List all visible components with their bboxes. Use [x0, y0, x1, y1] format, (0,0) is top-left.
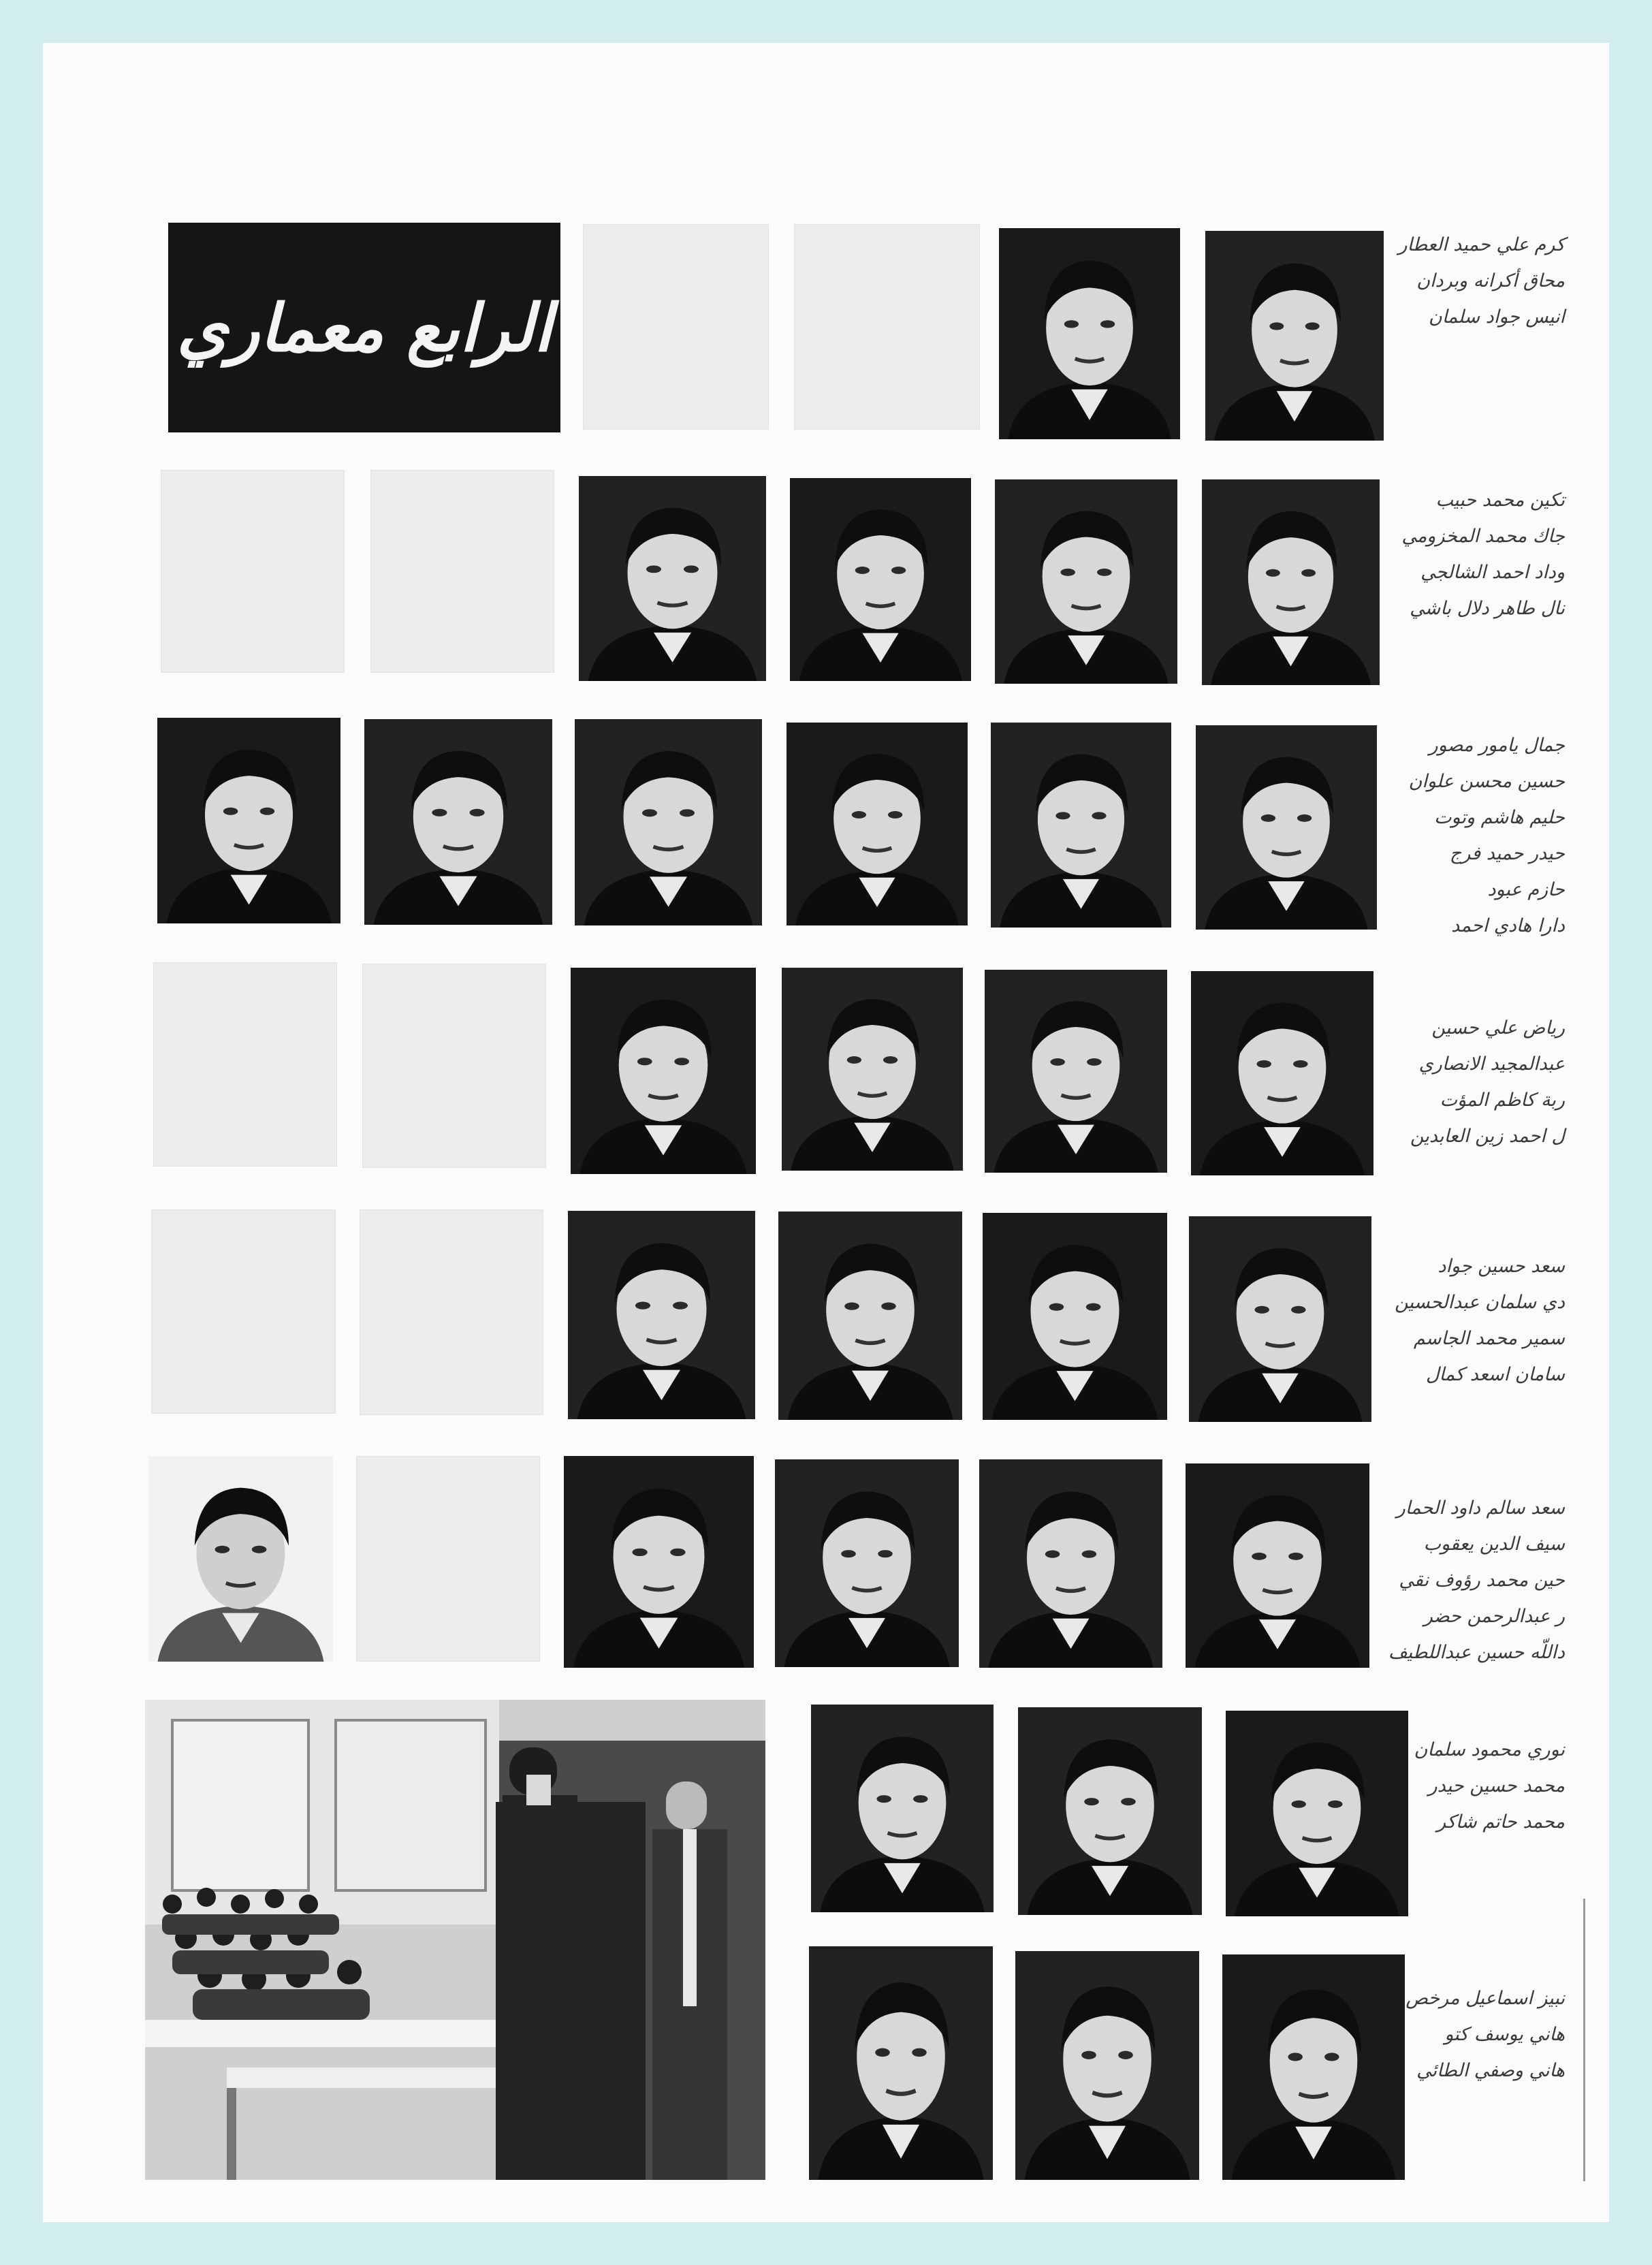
empty-photo-slot — [151, 1209, 336, 1414]
portrait-photo — [1018, 1707, 1202, 1915]
student-name: دي سلمان عبدالحسين — [1395, 1292, 1565, 1313]
portrait-photo — [575, 719, 762, 925]
title-banner — [168, 223, 560, 432]
portrait-silhouette — [564, 1456, 754, 1668]
portrait-photo — [571, 968, 756, 1174]
student-name: عبدالمجيد الانصاري — [1418, 1054, 1565, 1075]
page-title: الرابع معماري — [176, 289, 552, 366]
portrait-silhouette — [983, 1213, 1167, 1420]
portrait-photo — [787, 723, 968, 925]
portrait-silhouette — [790, 478, 971, 681]
student-name: سمير محمد الجاسم — [1413, 1328, 1565, 1349]
portrait-photo — [1196, 725, 1377, 930]
portrait-photo — [999, 228, 1180, 439]
portrait-silhouette — [1015, 1951, 1199, 2180]
student-name: حين محمد رؤوف نقي — [1399, 1570, 1565, 1591]
empty-photo-slot — [583, 224, 769, 430]
student-name: سعد حسين جواد — [1437, 1256, 1565, 1277]
student-name: محمد حسين حيدر — [1428, 1775, 1565, 1796]
student-name: هاني وصفي الطائي — [1416, 2060, 1565, 2081]
portrait-silhouette — [778, 1211, 962, 1420]
names-list — [1388, 1490, 1565, 1670]
portrait-silhouette — [1018, 1707, 1202, 1915]
portrait-photo — [1222, 1954, 1405, 2180]
student-name: ربة كاظم المؤت — [1440, 1090, 1565, 1111]
portrait-silhouette — [991, 723, 1171, 928]
student-name: حيدر حميد فرج — [1449, 843, 1565, 864]
portrait-silhouette — [809, 1946, 993, 2180]
names-list — [1388, 1010, 1565, 1154]
portrait-silhouette — [1191, 971, 1373, 1175]
portrait-photo — [564, 1456, 754, 1668]
student-name: كرم علي حميد العطار — [1398, 234, 1565, 255]
divider-line — [1583, 1899, 1585, 2181]
names-list — [1388, 1248, 1565, 1393]
portrait-silhouette — [1196, 725, 1377, 930]
student-name: دارا هادي احمد — [1451, 915, 1565, 936]
empty-photo-slot — [362, 964, 546, 1168]
portrait-silhouette — [157, 718, 340, 923]
student-name: نوري محمود سلمان — [1414, 1739, 1565, 1760]
portrait-silhouette — [999, 228, 1180, 439]
portrait-silhouette — [782, 968, 963, 1171]
empty-photo-slot — [794, 224, 980, 430]
empty-photo-slot — [370, 470, 554, 673]
portrait-silhouette — [579, 476, 766, 681]
student-name: محمد حاتم شاكر — [1437, 1811, 1565, 1833]
student-name: سعد سالم داود الحمار — [1396, 1498, 1565, 1519]
portrait-silhouette — [1186, 1463, 1369, 1668]
student-name: انيس جواد سلمان — [1428, 306, 1565, 328]
student-name: جاك محمد المخزومي — [1401, 526, 1565, 547]
portrait-photo — [979, 1459, 1162, 1668]
student-name: حليم هاشم وتوت — [1434, 807, 1565, 828]
portrait-silhouette — [1226, 1711, 1408, 1916]
student-name: ر عبدالرحمن حضر — [1423, 1606, 1565, 1627]
portrait-silhouette — [1205, 231, 1384, 441]
portrait-silhouette — [571, 968, 756, 1174]
student-name: جمال يامور مصور — [1429, 735, 1565, 756]
portrait-silhouette — [811, 1705, 994, 1912]
student-name: سامان اسعد كمال — [1425, 1364, 1565, 1385]
student-name: سيف الدين يعقوب — [1423, 1534, 1565, 1555]
portrait-silhouette — [985, 970, 1167, 1173]
portrait-photo — [1186, 1463, 1369, 1668]
classroom-scene — [145, 1700, 765, 2180]
portrait-photo — [148, 1456, 333, 1662]
portrait-silhouette — [364, 719, 552, 925]
student-name: رياض علي حسين — [1431, 1017, 1565, 1039]
portrait-photo — [1015, 1951, 1199, 2180]
portrait-photo — [1189, 1216, 1371, 1422]
student-name: نال طاهر دلال باشي — [1410, 598, 1565, 619]
portrait-silhouette — [568, 1211, 755, 1419]
student-name: ل احمد زين العابدين — [1410, 1126, 1565, 1147]
student-name: داللّه حسين عبداللطيف — [1388, 1642, 1565, 1663]
portrait-silhouette — [979, 1459, 1162, 1668]
yearbook-page — [43, 43, 1609, 2222]
portrait-photo — [991, 723, 1171, 928]
student-name: حسين محسن علوان — [1408, 771, 1565, 792]
portrait-silhouette — [1202, 479, 1380, 685]
portrait-photo — [782, 968, 963, 1171]
names-list — [1388, 727, 1565, 944]
portrait-photo — [1226, 1711, 1408, 1916]
empty-photo-slot — [161, 470, 345, 673]
portrait-silhouette — [148, 1456, 333, 1662]
names-list — [1388, 227, 1565, 335]
portrait-photo — [778, 1211, 962, 1420]
student-name: نبيز اسماعيل مرخص — [1405, 1988, 1565, 2009]
portrait-photo — [1191, 971, 1373, 1175]
portrait-photo — [985, 970, 1167, 1173]
portrait-photo — [983, 1213, 1167, 1420]
portrait-photo — [364, 719, 552, 925]
portrait-photo — [809, 1946, 993, 2180]
portrait-photo — [811, 1705, 994, 1912]
classroom-photo — [145, 1700, 765, 2180]
portrait-silhouette — [1222, 1954, 1405, 2180]
names-list — [1388, 1980, 1565, 2089]
portrait-silhouette — [1189, 1216, 1371, 1422]
empty-photo-slot — [153, 962, 337, 1167]
portrait-photo — [579, 476, 766, 681]
portrait-photo — [568, 1211, 755, 1419]
portrait-silhouette — [575, 719, 762, 925]
student-name: هاني يوسف كتو — [1444, 2024, 1565, 2045]
portrait-photo — [790, 478, 971, 681]
empty-photo-slot — [356, 1456, 540, 1662]
student-name: محاق أكرانه وبردان — [1416, 270, 1565, 291]
student-name: تكين محمد حبيب — [1435, 490, 1565, 511]
portrait-silhouette — [995, 479, 1177, 684]
student-name: وداد احمد الشالجي — [1420, 562, 1565, 583]
portrait-photo — [1202, 479, 1380, 685]
names-list — [1388, 482, 1565, 627]
empty-photo-slot — [360, 1209, 543, 1415]
portrait-photo — [157, 718, 340, 923]
portrait-photo — [775, 1459, 959, 1667]
portrait-silhouette — [775, 1459, 959, 1667]
portrait-photo — [995, 479, 1177, 684]
names-list — [1388, 1732, 1565, 1840]
portrait-silhouette — [787, 723, 968, 925]
portrait-photo — [1205, 231, 1384, 441]
student-name: حازم عبود — [1487, 879, 1565, 900]
